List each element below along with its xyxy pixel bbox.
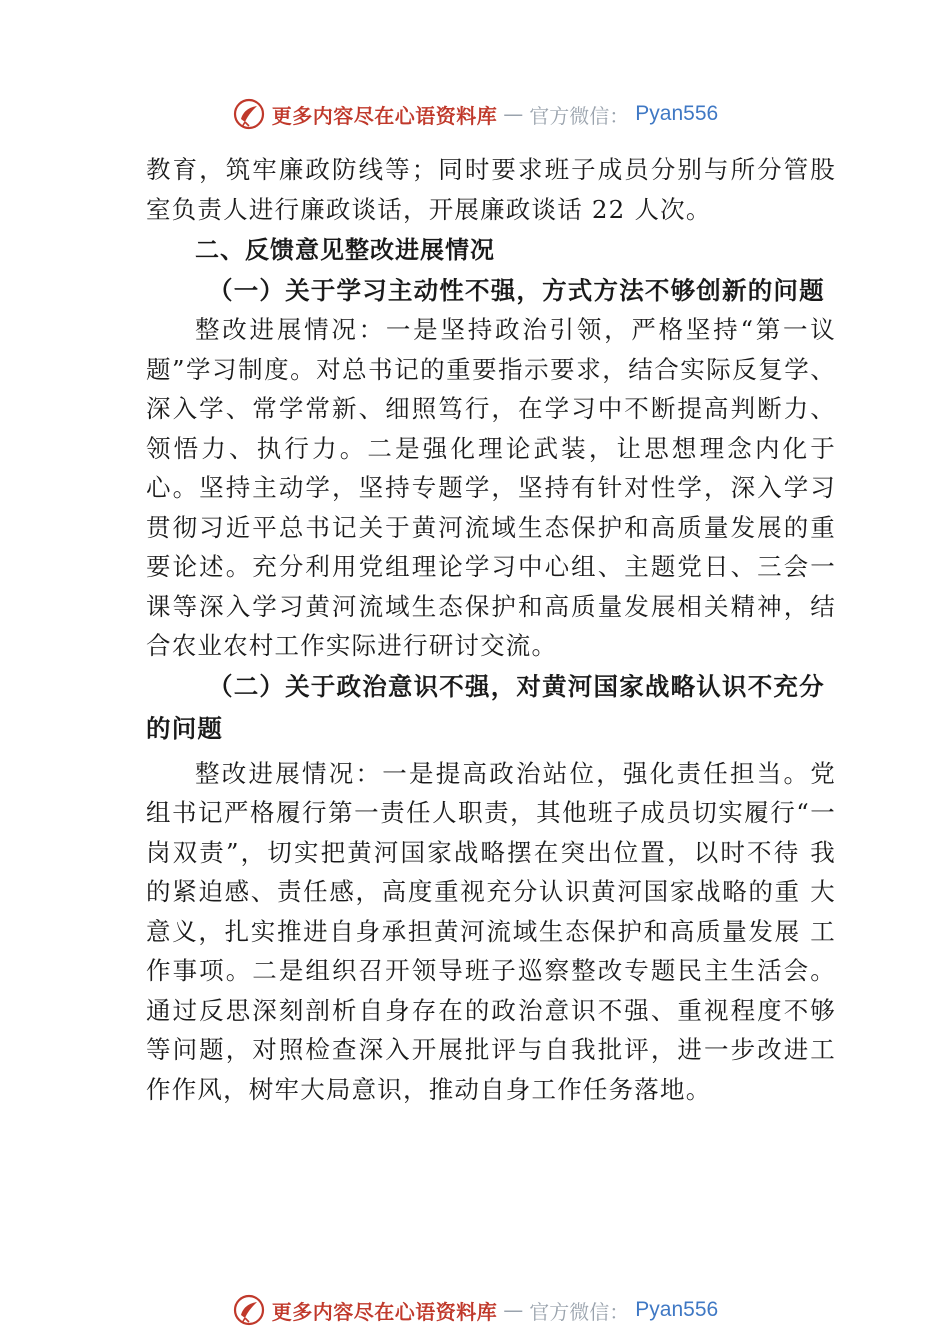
item2-heading	[146, 666, 836, 750]
watermark-wechat-label: 官方微信：	[529, 103, 630, 128]
paragraph-continued: 教育，筑牢廉政防线等；同时要求班子成员分别与所分管股室负责人进行廉政谈话，开展廉政谈话 22 人次。	[146, 155, 836, 224]
item2-heading-line2: 的问题	[146, 713, 224, 743]
ribbon-logo-icon	[232, 1293, 266, 1327]
watermark-wechat-label: 官方微信：	[529, 1299, 630, 1324]
item2-heading-line1: （二）关于政治意识不强，对黄河国家战略认识不充分	[208, 671, 825, 701]
footer-watermark	[0, 1290, 950, 1330]
item2-body: 整改进展情况：一是提高政治站位，强化责任担当。党组书记严格履行第一责任人职责，其他班子成员切实履行“一岗双责”，切实把黄河国家战略摆在突出位置，以时不待 我的紧迫感、责任感，高度重视充分认识黄河国家战略的重 大意义，扎实推进自身承担黄河流域生态保护和高质量发展 工作事项。二是组织召开领导班子巡察整改专题民主生活会。通过反思深刻剖析自身存在的政治意识不强、重视程度不够 等问题，对照检查深入开展批评与自我批评，进一步改进工 作作风，树牢大局意识，推动自身工作任务落地。	[146, 758, 836, 1104]
watermark-wechat-id: Pyan556	[635, 1298, 719, 1321]
watermark-brand: 更多内容尽在心语资料库	[271, 103, 498, 128]
watermark-wechat-id: Pyan556	[635, 102, 719, 125]
item1-body: 整改进展情况：一是坚持政治引领，严格坚持“第一议题”学习制度。对总书记的重要指示要求，结合实际反复学、深入学、常学常新、细照笃行，在学习中不断提高判断力、 领悟力、执行力。二是强化理论武装，让思想理念内化于心。坚持主动学，坚持专题学，坚持有针对性学，深入学习贯彻习近平总书记关于黄河流域生态保护和高质量发展的重要论述。充分利用党组理论学习中心组、主题党日、三会一课等深入学习黄河流域生态保护和高质量发展相关精神，结合农业农村工作实际进行研讨交流。	[146, 315, 836, 660]
document-body	[146, 150, 836, 1109]
watermark-separator: —	[503, 102, 524, 126]
watermark-separator: —	[503, 1298, 524, 1322]
watermark-brand: 更多内容尽在心语资料库	[271, 1299, 498, 1324]
ribbon-logo-icon	[232, 97, 266, 131]
item1-heading: （一）关于学习主动性不强，方式方法不够创新的问题	[208, 275, 825, 305]
section-heading: 二、反馈意见整改进展情况	[195, 236, 495, 264]
header-watermark	[0, 94, 950, 134]
